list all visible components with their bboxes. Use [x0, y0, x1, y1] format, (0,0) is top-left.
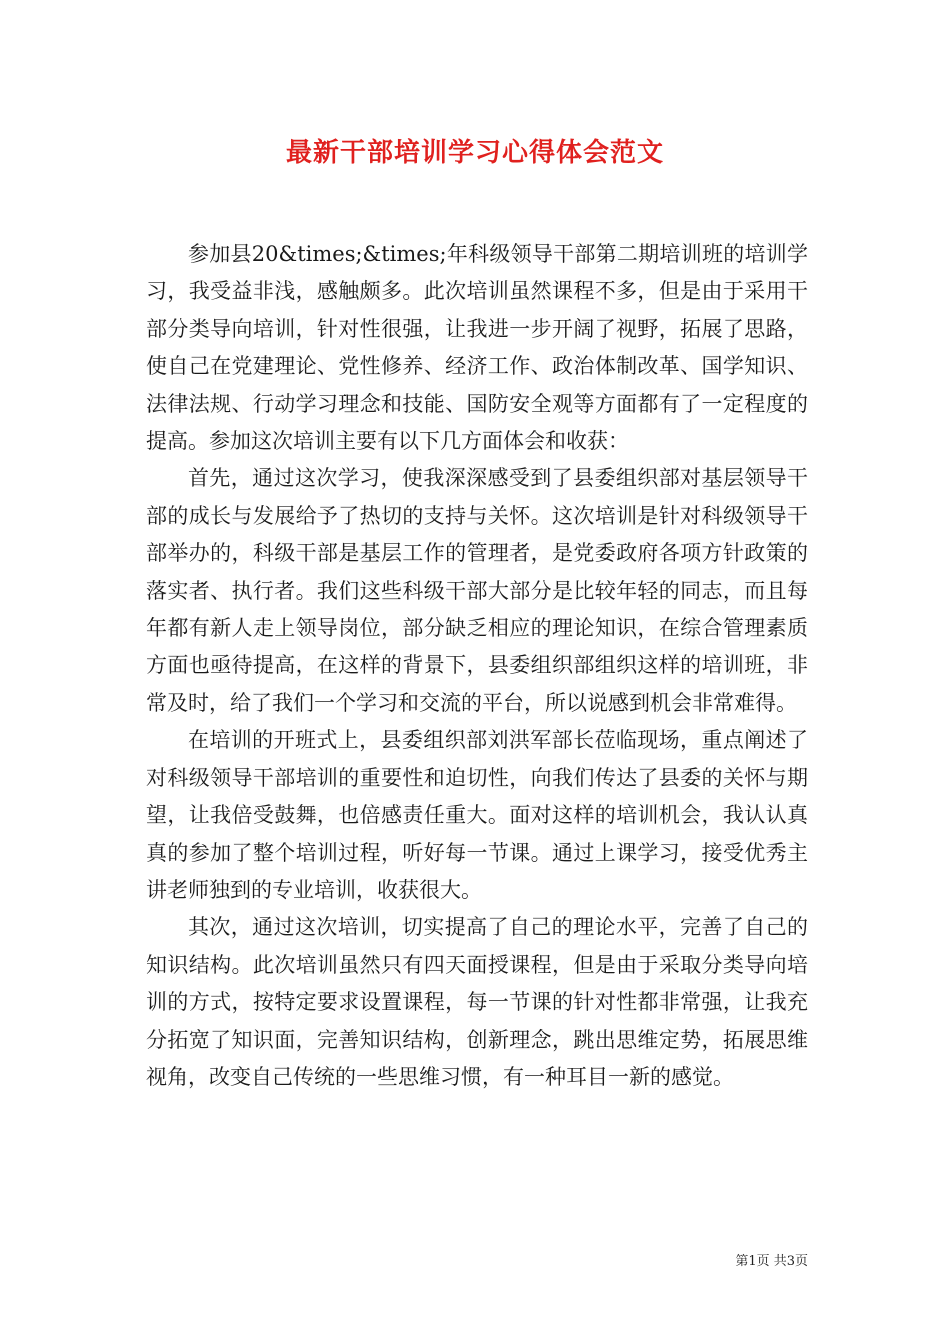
- paragraph-intro: 参加县20&times;&times;年科级领导干部第二期培训班的培训学习，我受益非浅，感触颇多。此次培训虽然课程不多，但是由于采用干部分类导向培训，针对性很强，让我进一步开阔了视野，拓展了思路，使自己在党建理论、党性修养、经济工作、政治体制改革、国学知识、法律法规、行动学习理念和技能、国防安全观等方面都有了一定程度的提高。参加这次培训主要有以下几方面体会和收获：: [146, 242, 808, 454]
- page-number-footer: 第1页 共3页: [735, 1254, 808, 1269]
- paragraph-second: 其次，通过这次培训，切实提高了自己的理论水平，完善了自己的知识结构。此次培训虽然只有四天面授课程，但是由于采取分类导向培训的方式，按特定要求设置课程，每一节课的针对性都非常强，让我充分拓宽了知识面，完善知识结构，创新理念，跳出思维定势，拓展思维视角，改变自己传统的一些思维习惯，有一种耳目一新的感觉。: [146, 915, 808, 1089]
- paragraph-first: 首先，通过这次学习，使我深深感受到了县委组织部对基层领导干部的成长与发展给予了热切的支持与关怀。这次培训是针对科级领导干部举办的，科级干部是基层工作的管理者，是党委政府各项方针政策的落实者、执行者。我们这些科级干部大部分是比较年轻的同志，而且每年都有新人走上领导岗位，部分缺乏相应的理论知识，在综合管理素质方面也亟待提高，在这样的背景下，县委组织部组织这样的培训班，非常及时，给了我们一个学习和交流的平台，所以说感到机会非常难得。: [146, 466, 808, 715]
- document-body: [146, 236, 808, 1096]
- paragraph-opening-ceremony: 在培训的开班式上，县委组织部刘洪军部长莅临现场，重点阐述了对科级领导干部培训的重要性和迫切性，向我们传达了县委的关怀与期望，让我倍受鼓舞，也倍感责任重大。面对这样的培训机会，我认认真真的参加了整个培训过程，听好每一节课。通过上课学习，接受优秀主讲老师独到的专业培训，收获很大。: [146, 728, 808, 902]
- document-title: 最新干部培训学习心得体会范文: [285, 138, 664, 168]
